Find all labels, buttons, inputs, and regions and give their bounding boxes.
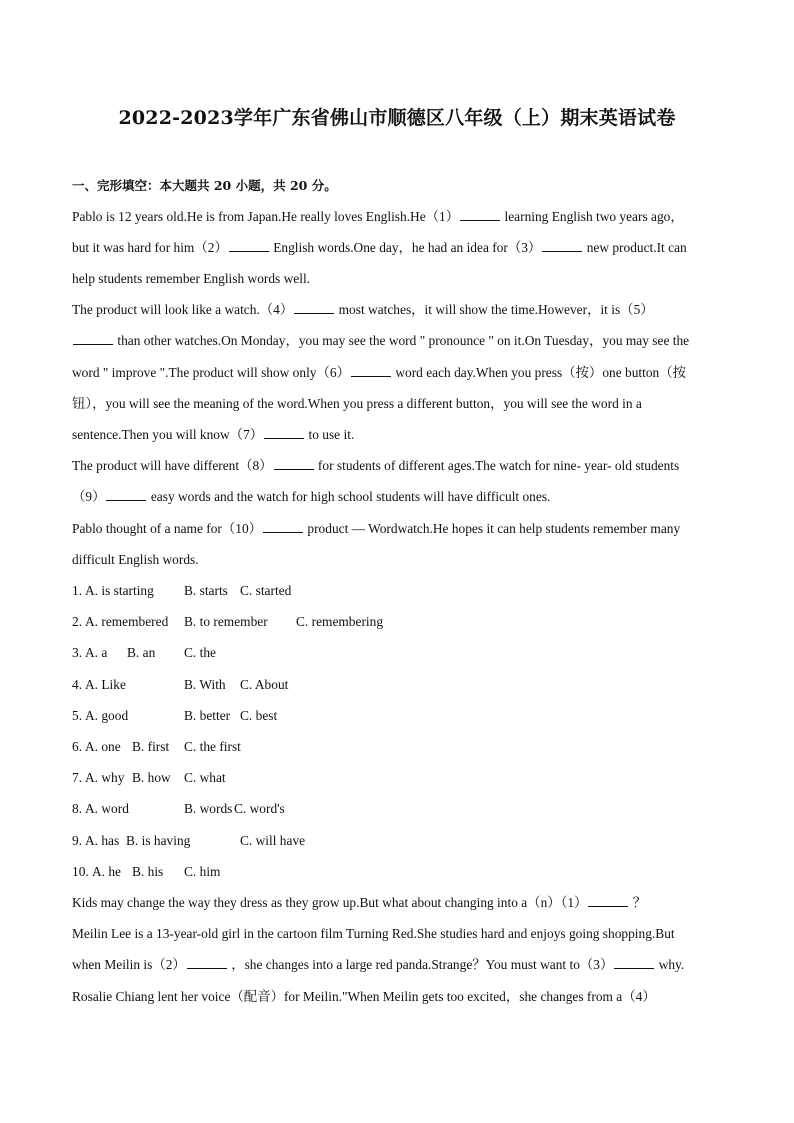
passage-text: why. — [658, 957, 685, 972]
passage-text: but it was hard for him（2） — [72, 240, 228, 255]
section-heading: 一、完形填空：本大题共 20 小题，共 20 分。 — [72, 178, 337, 193]
passage-text: Pablo is 12 years old.He is from Japan.He really loves English.He（1） — [72, 209, 460, 224]
answer-blank — [614, 957, 654, 969]
option-b[interactable]: B. his — [132, 864, 164, 879]
option-b[interactable]: B. better — [184, 708, 231, 723]
answer-blank — [588, 895, 628, 907]
passage-line — [72, 520, 732, 538]
answer-blank — [229, 240, 269, 252]
option-c[interactable]: C. the first — [184, 739, 241, 754]
option-c[interactable]: C. word's — [234, 801, 285, 816]
passage-line: 钮），you will see the meaning of the word.When you press a different button，you will see the word in a — [72, 396, 642, 411]
option-a[interactable]: A. Like — [85, 677, 126, 692]
option-a[interactable]: A. one — [85, 739, 121, 754]
passage-text: when Meilin is（2） — [72, 957, 186, 972]
option-c[interactable]: C. remembering — [296, 614, 384, 629]
option-a[interactable]: A. is starting — [85, 583, 154, 598]
passage-text: learning English two years ago， — [504, 209, 684, 224]
option-a[interactable]: A. word — [85, 801, 129, 816]
question-number: 7. — [72, 770, 83, 785]
option-b[interactable]: B. is having — [126, 833, 191, 848]
option-c[interactable]: C. About — [240, 677, 289, 692]
passage-line: Rosalie Chiang lent her voice（配音）for Meilin."When Meilin gets too excited，she changes from a（4） — [72, 989, 656, 1004]
answer-blank — [294, 302, 334, 314]
question-number: 10. — [72, 864, 89, 879]
passage-text: sentence.Then you will know（7） — [72, 427, 264, 442]
option-a[interactable]: A. a — [85, 645, 108, 660]
passage-text: ，she changes into a large red panda.Strange？You must want to（3） — [231, 957, 614, 972]
answer-blank — [542, 240, 582, 252]
passage-line — [72, 894, 732, 912]
option-c[interactable]: C. what — [184, 770, 226, 785]
answer-blank — [106, 489, 146, 501]
option-c[interactable]: C. will have — [240, 833, 306, 848]
passage-text: for students of different ages.The watch for nine- year- old students — [317, 458, 680, 473]
question-number: 1. — [72, 583, 83, 598]
passage-text: new product.It can — [586, 240, 687, 255]
answer-blank — [264, 427, 304, 439]
passage-line — [72, 364, 732, 382]
passage-line — [72, 956, 732, 974]
passage-text: The product will have different（8） — [72, 458, 273, 473]
passage-line: difficult English words. — [72, 552, 199, 567]
passage-text: than other watches.On Monday，you may see the word " pronounce " on it.On Tuesday，you may see the — [117, 333, 690, 348]
option-b[interactable]: B. With — [184, 677, 226, 692]
option-a[interactable]: A. remembered — [85, 614, 169, 629]
page-title: 2022-2023学年广东省佛山市顺德区八年级（上）期末英语试卷 — [118, 107, 676, 129]
question-number: 8. — [72, 801, 83, 816]
question-number: 5. — [72, 708, 83, 723]
passage-text: Pablo thought of a name for（10） — [72, 521, 263, 536]
answer-blank — [73, 333, 113, 345]
answer-blank — [187, 957, 227, 969]
passage-text: easy words and the watch for high school students will have difficult ones. — [150, 489, 551, 504]
option-c[interactable]: C. him — [184, 864, 221, 879]
passage-text: word each day.When you press（按）one button（按 — [395, 365, 687, 380]
option-b[interactable]: B. an — [127, 645, 156, 660]
passage-line — [72, 208, 732, 226]
passage-line — [72, 488, 732, 506]
passage-line: Meilin Lee is a 13-year-old girl in the cartoon film Turning Red.She studies hard and enjoys going shopping.But — [72, 926, 675, 941]
passage-text: English words.One day，he had an idea for（3） — [273, 240, 542, 255]
option-a[interactable]: A. why — [85, 770, 125, 785]
question-number: 6. — [72, 739, 83, 754]
question-number: 2. — [72, 614, 83, 629]
option-b[interactable]: B. starts — [184, 583, 228, 598]
answer-blank — [263, 521, 303, 533]
answer-blank — [351, 365, 391, 377]
question-number: 9. — [72, 833, 83, 848]
passage-text: most watches，it will show the time.However，it is（5） — [338, 302, 654, 317]
passage-line — [72, 426, 732, 444]
question-number: 3. — [72, 645, 83, 660]
passage-text: product — Wordwatch.He hopes it can help students remember many — [307, 521, 681, 536]
option-b[interactable]: B. to remember — [184, 614, 268, 629]
option-a[interactable]: A. good — [85, 708, 129, 723]
option-a[interactable]: A. has — [85, 833, 120, 848]
passage-line — [72, 301, 732, 319]
answer-blank — [460, 209, 500, 221]
passage-text: word " improve ".The product will show only（6） — [72, 365, 350, 380]
option-c[interactable]: C. best — [240, 708, 278, 723]
option-b[interactable]: B. first — [132, 739, 170, 754]
passage-text: （9） — [72, 489, 106, 504]
answer-blank — [274, 458, 314, 470]
option-a[interactable]: A. he — [92, 864, 122, 879]
passage-line — [72, 457, 732, 475]
option-c[interactable]: C. the — [184, 645, 216, 660]
question-number: 4. — [72, 677, 83, 692]
option-b[interactable]: B. how — [132, 770, 171, 785]
passage-text: Kids may change the way they dress as they grow up.But what about changing into a（n）（1） — [72, 895, 588, 910]
option-c[interactable]: C. started — [240, 583, 292, 598]
passage-text: The product will look like a watch.（4） — [72, 302, 294, 317]
passage-line — [72, 239, 732, 257]
passage-line: help students remember English words well. — [72, 271, 311, 286]
passage-line — [72, 332, 732, 350]
option-b[interactable]: B. words — [184, 801, 233, 816]
passage-text: to use it. — [308, 427, 355, 442]
passage-text: ？ — [632, 895, 647, 910]
